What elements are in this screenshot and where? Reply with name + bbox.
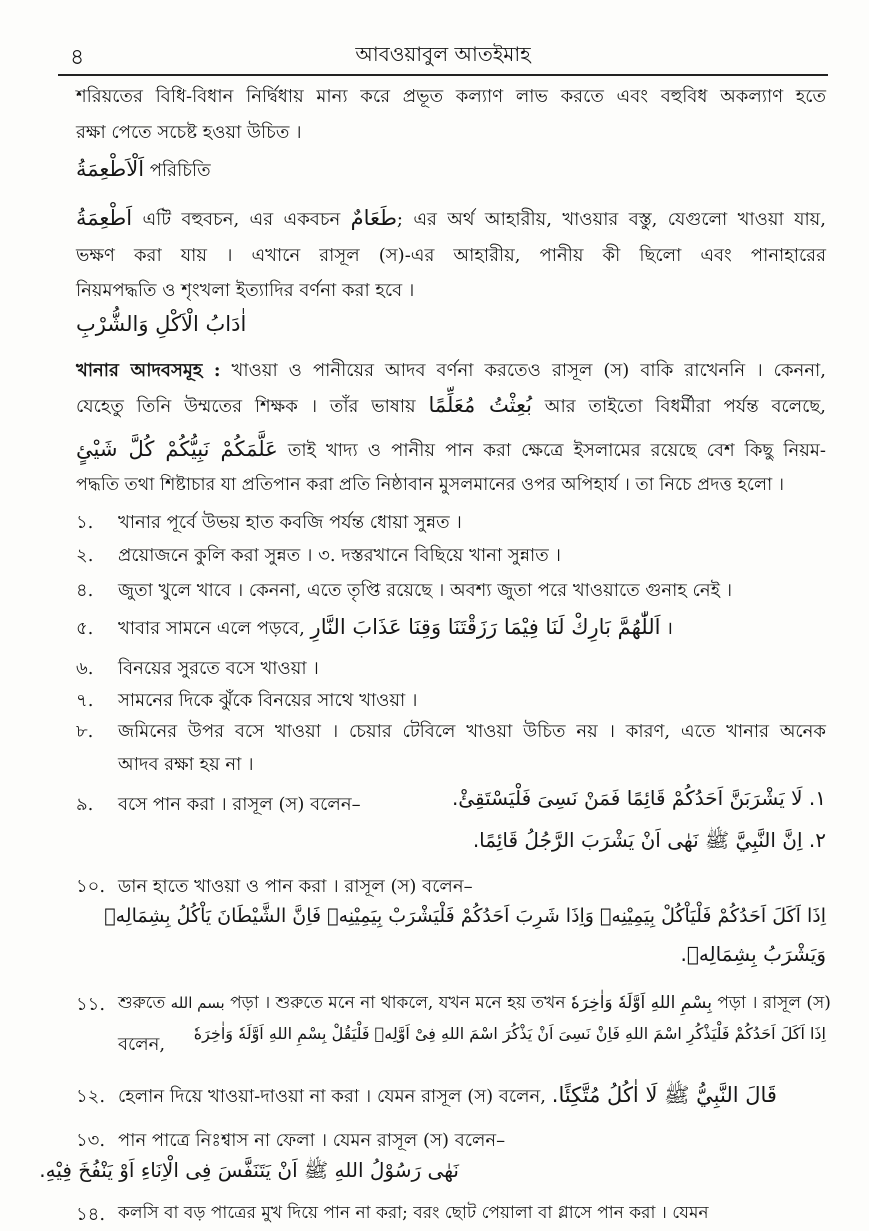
hadith-arabic: نَهٰى رَسُوْلُ اللهِ ﷺ اَنْ يَتَنَفَّسَ فِى الْاِنَاءِ اَوْ يَنْفُخَ فِيْهِ. [39,1158,459,1182]
page-number: ৪ [70,45,85,70]
running-title: আবওয়াবুল আতইমাহ [355,42,531,66]
adab-line-3 [76,436,826,467]
definition-line-1 [76,205,826,236]
definition-text-2: ; এর অর্থ আহারীয়, খাওয়ার বস্তু, যেগুলো খাওয়া যায়, [396,209,826,230]
adab-line-4: পদ্ধতি তথা শিষ্টাচার যা প্রতিপান করা প্রতি নিষ্ঠাবান মুসলমানের ওপর অপিহার্য । তা নিচে প্রদত্ত হলো । [76,475,785,495]
definition-text-1: এটি বহুবচন, এর একবচন [142,209,341,230]
item-number: ৯. [76,794,94,815]
item-number: ৮. [76,721,94,742]
intro-line-2: রক্ষা পেতে সচেষ্ট হওয়া উচিত । [76,122,302,143]
adab-bold-label: খানার আদবসমূহ : [76,360,221,381]
item-number: ১০. [76,876,106,897]
item-text-c: পড়া । রাসূল (স) [717,993,831,1013]
item-number: ১১. [76,994,106,1015]
dua-arabic: اَللّٰهُمَّ بَارِكْ لَنَا فِيْمَا رَزَقْتَنَا وَقِنَا عَذَابَ النَّارِ [310,615,661,639]
item-text: খানার পূর্বে উভয় হাত কবজি পর্যন্ত ধোয়া সুন্নত । [118,512,462,533]
item-text [118,990,831,1018]
item-text: জুতা খুলে খাবে । কেননা, এতে তৃপ্তি রয়েছে । অবশ্য জুতা পরে খাওয়াতে গুনাহ নেই । [118,580,733,601]
item-text-bn: খাবার সামনে এলে পড়বে, [118,618,305,639]
item-text [118,1082,777,1113]
item-number: ১৩. [76,1130,106,1151]
hadith-arabic: قَالَ النَّبِيُّ ﷺ لَا اٰكُلُ مُتَّكِئًا. [551,1083,777,1107]
page-header [58,36,828,76]
arabic-term-singular: طَعَامٌ [350,206,397,230]
item-text: জমিনের উপর বসে খাওয়া । চেয়ার টেবিলে খাওয়া উচিত নয় । কারণ, এতে খানার অনেক [118,721,826,742]
hadith-arabic-1: ١. لَا يَشْرَبَنَّ اَحَدُكُمْ قَائِمًا فَمَنْ نَسِىَ فَلْيَسْتَقِئْ. [451,786,826,810]
adab-line-2 [76,392,826,423]
section-heading-atima [76,156,211,187]
item-text: কলসি বা বড় পাত্রের মুখ দিয়ে পান না করা; বরং ছোট পেয়ালা বা গ্লাসে পান করা । যেমন [118,1203,709,1223]
adab-arabic-quote-1: بُعِثْتُ مُعَلِّمًا [428,393,532,417]
definition-line-2: ভক্ষণ করা যায় । এখানে রাসূল (স)-এর আহারীয়, পানীয় কী ছিলো এবং পানাহারের [76,245,826,266]
bismillah-arabic: بِسْمِ اللهِ اَوَّلَهٗ وَاٰخِرَهٗ [570,993,712,1013]
dari: । [666,618,673,639]
item-text-b: পড়া । শুরুতে মনে না থাকলে, যখন মনে হয় তখন [230,993,566,1013]
item-number: ১২. [76,1086,106,1107]
item-text: পান পাত্রে নিঃশ্বাস না ফেলা । যেমন রাসূল (স) বলেন– [118,1130,506,1151]
definition-line-3: নিয়মপদ্ধতি ও শৃংখলা ইত্যাদির বর্ণনা করা হবে । [76,280,415,301]
item-text-said: বলেন, [118,1034,166,1055]
item-text-bn: হেলান দিয়ে খাওয়া-দাওয়া না করা । যেমন রাসূল (স) বলেন, [118,1086,547,1107]
adab-arabic-quote-2: عَلَّمَكُمْ نَبِيُّكُمْ كُلَّ شَيْئٍ [76,437,278,461]
hadith-arabic: اِذَا اَكَلَ اَحَدُكُمْ فَلْيَذْكُرِ اسْمَ اللهِ فَاِنْ نَسِىَ اَنْ يَذْكُرَ اسْمَ اللهِ فِىْ اَوَّلِهٖ فَلْيَقُلْ بِسْمِ اللهِ اَوَّلَهٗ وَاٰخِرَهٗ [193,1024,826,1043]
item-number: ৪. [76,580,94,601]
item-text [118,614,673,645]
item-text: সামনের দিকে ঝুঁকে বিনয়ের সাথে খাওয়া । [118,690,418,711]
item-number: ১. [76,512,94,533]
item-text: বিনয়ের সুরতে বসে খাওয়া । [118,658,319,679]
heading-bangla: পরিচিতি [149,160,211,181]
item-number: ৭. [76,690,94,711]
adab-text-1: খাওয়া ও পানীয়ের আদব বর্ণনা করতেও রাসূল (স) বাকি রাখেননি । কেননা, [231,360,826,381]
item-text: বসে পান করা । রাসূল (স) বলেন– [118,794,361,815]
hadith-arabic-2: ٢. اِنَّ النَّبِيَّ ﷺ نَهٰى اَنْ يَشْرَبَ الرَّجُلُ قَائِمًا. [472,828,826,852]
heading-arabic: اَلْاَطْعِمَةُ [76,157,145,181]
adab-line-1 [76,356,826,387]
item-text: ডান হাতে খাওয়া ও পান করা । রাসূল (স) বলেন– [118,876,473,897]
hadith-arabic-2: وَيَشْرَبُ بِشِمَالِهٖ. [680,942,826,966]
item-number: ৫. [76,618,94,639]
item-number: ৬. [76,658,94,679]
item-text-a: শুরুতে [118,993,166,1013]
item-number: ২. [76,545,94,566]
item-text-cont: আদব রক্ষা হয় না । [118,754,254,775]
adab-text-2b: আর তাইতো বিধর্মীরা পর্যন্ত বলেছে, [544,396,826,417]
hadith-arabic-1: اِذَا اَكَلَ اَحَدُكُمْ فَلْيَاْكُلْ بِيَمِيْنِهٖ وَاِذَا شَرِبَ اَحَدُكُمْ فَلْيَشْرَبْ بِيَمِيْنِهٖ فَاِنَّ الشَّيْطَانَ يَاْكُلُ بِشِمَالِهٖ [104,905,826,927]
adab-text-2a: যেহেতু তিনি উম্মতের শিক্ষক । তাঁর ভাষায় [76,396,416,417]
item-number: ১৪. [76,1204,106,1225]
arabic-term-plural: اَطْعِمَةُ [76,206,133,230]
bismillah-small: بسم الله [170,994,225,1012]
adab-text-3: তাই খাদ্য ও পানীয় পান করা ক্ষেত্রে ইসলামের রয়েছে বেশ কিছু নিয়ম- [287,440,826,461]
intro-line-1: শরিয়তের বিধি-বিধান নির্দ্বিধায় মান্য করে প্রভূত কল্যাণ লাভ করতে এবং বহুবিধ অকল্যাণ হতে [76,86,826,107]
item-text: প্রয়োজনে কুলি করা সুন্নত । ৩. দস্তরখানে বিছিয়ে খানা সুন্নাত । [118,545,561,566]
section-heading-adab: اٰدَابُ الْاَكْلِ وَالشُّرْبِ [76,312,247,336]
